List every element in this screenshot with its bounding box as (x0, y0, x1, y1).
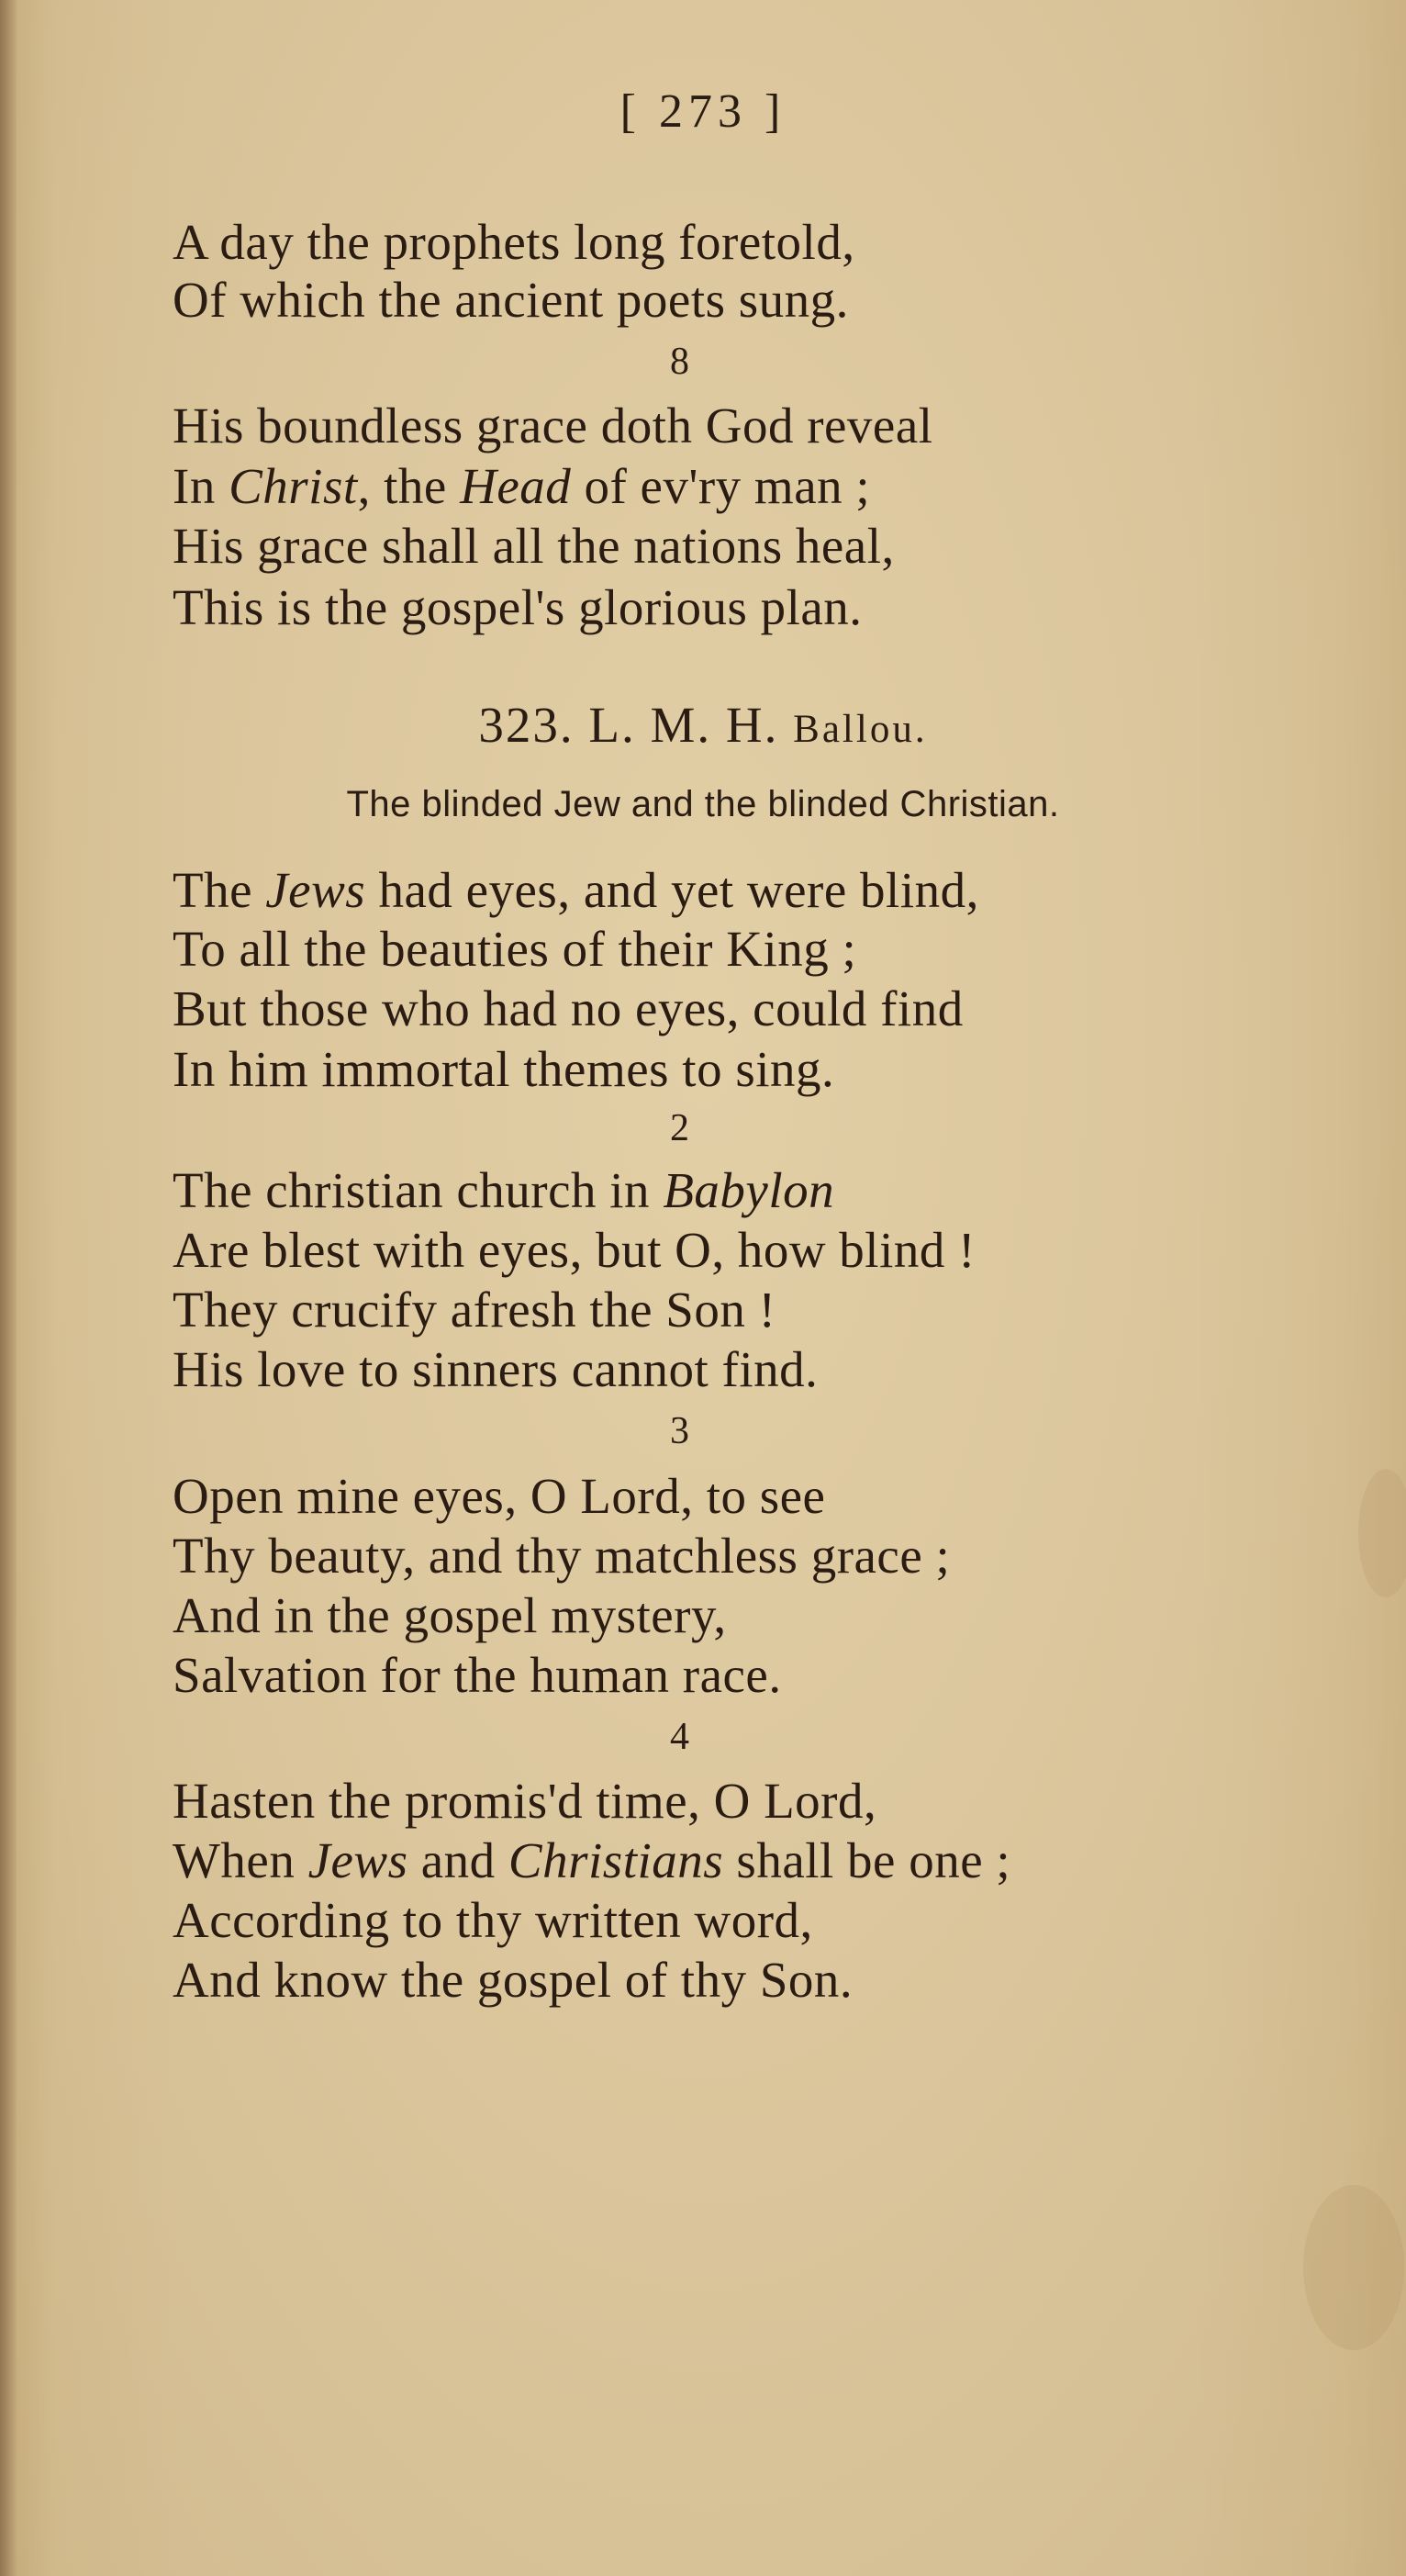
verse-line (173, 861, 979, 920)
text-span: In (173, 458, 229, 514)
hymn-author-name: Ballou. (793, 708, 928, 751)
verse-line: And know the gospel of thy Son. (173, 1952, 854, 2008)
italic-word: Jews (307, 1832, 408, 1888)
verse-line: And in the gospel mystery, (173, 1587, 727, 1643)
text-span: The (173, 862, 266, 918)
hymn-number: 323. (478, 697, 575, 753)
verse-line (173, 1161, 834, 1220)
stanza-number: 3 (670, 1410, 689, 1452)
hymn-meter: L. M. (588, 697, 712, 753)
text-span: shall be one ; (723, 1832, 1011, 1888)
verse-line: His grace shall all the nations heal, (173, 518, 895, 574)
verse-line: But those who had no eyes, could find (173, 980, 964, 1036)
italic-word: Christians (508, 1832, 724, 1888)
binding-edge (0, 0, 17, 2576)
stanza-number: 4 (670, 1716, 689, 1758)
verse-line: This is the gospel's glorious plan. (173, 579, 863, 635)
hymn-author-initial: H. (725, 697, 779, 753)
text-span: and (407, 1832, 508, 1888)
italic-word: Christ (229, 458, 358, 514)
stanza-number: 8 (670, 341, 689, 383)
italic-word: Head (460, 458, 572, 514)
verse-line: They crucify afresh the Son ! (173, 1282, 776, 1338)
verse-line: Salvation for the human race. (173, 1647, 782, 1703)
verse-line: A day the prophets long foretold, (173, 214, 855, 270)
hymn-heading (0, 696, 1406, 754)
verse-line: Are blest with eyes, but O, how blind ! (173, 1222, 976, 1278)
verse-line: To all the beauties of their King ; (173, 921, 857, 977)
text-span: , the (357, 458, 461, 514)
hymn-subtitle: The blinded Jew and the blinded Christian. (346, 784, 1060, 824)
text-span: When (173, 1832, 308, 1888)
page-number-header: [ 273 ] (619, 85, 787, 138)
verse-line: Thy beauty, and thy matchless grace ; (173, 1528, 951, 1584)
stanza-number: 2 (670, 1107, 689, 1149)
text-span: The christian church in (173, 1162, 664, 1218)
verse-line: His love to sinners cannot find. (173, 1341, 819, 1397)
paper-stain (1358, 1469, 1406, 1597)
verse-line (173, 1831, 1010, 1890)
italic-word: Babylon (663, 1162, 835, 1218)
verse-line: In him immortal themes to sing. (173, 1041, 835, 1097)
verse-line: His boundless grace doth God reveal (173, 398, 933, 454)
paper-stain (1303, 2185, 1404, 2350)
verse-line: Open mine eyes, O Lord, to see (173, 1468, 826, 1524)
verse-line: Hasten the promis'd time, O Lord, (173, 1773, 877, 1829)
text-span: of ev'ry man ; (571, 458, 871, 514)
text-span: had eyes, and yet were blind, (365, 862, 979, 918)
italic-word: Jews (265, 862, 366, 918)
verse-line: According to thy written word, (173, 1892, 813, 1948)
verse-line: Of which the ancient poets sung. (173, 272, 849, 328)
verse-line (173, 457, 870, 516)
